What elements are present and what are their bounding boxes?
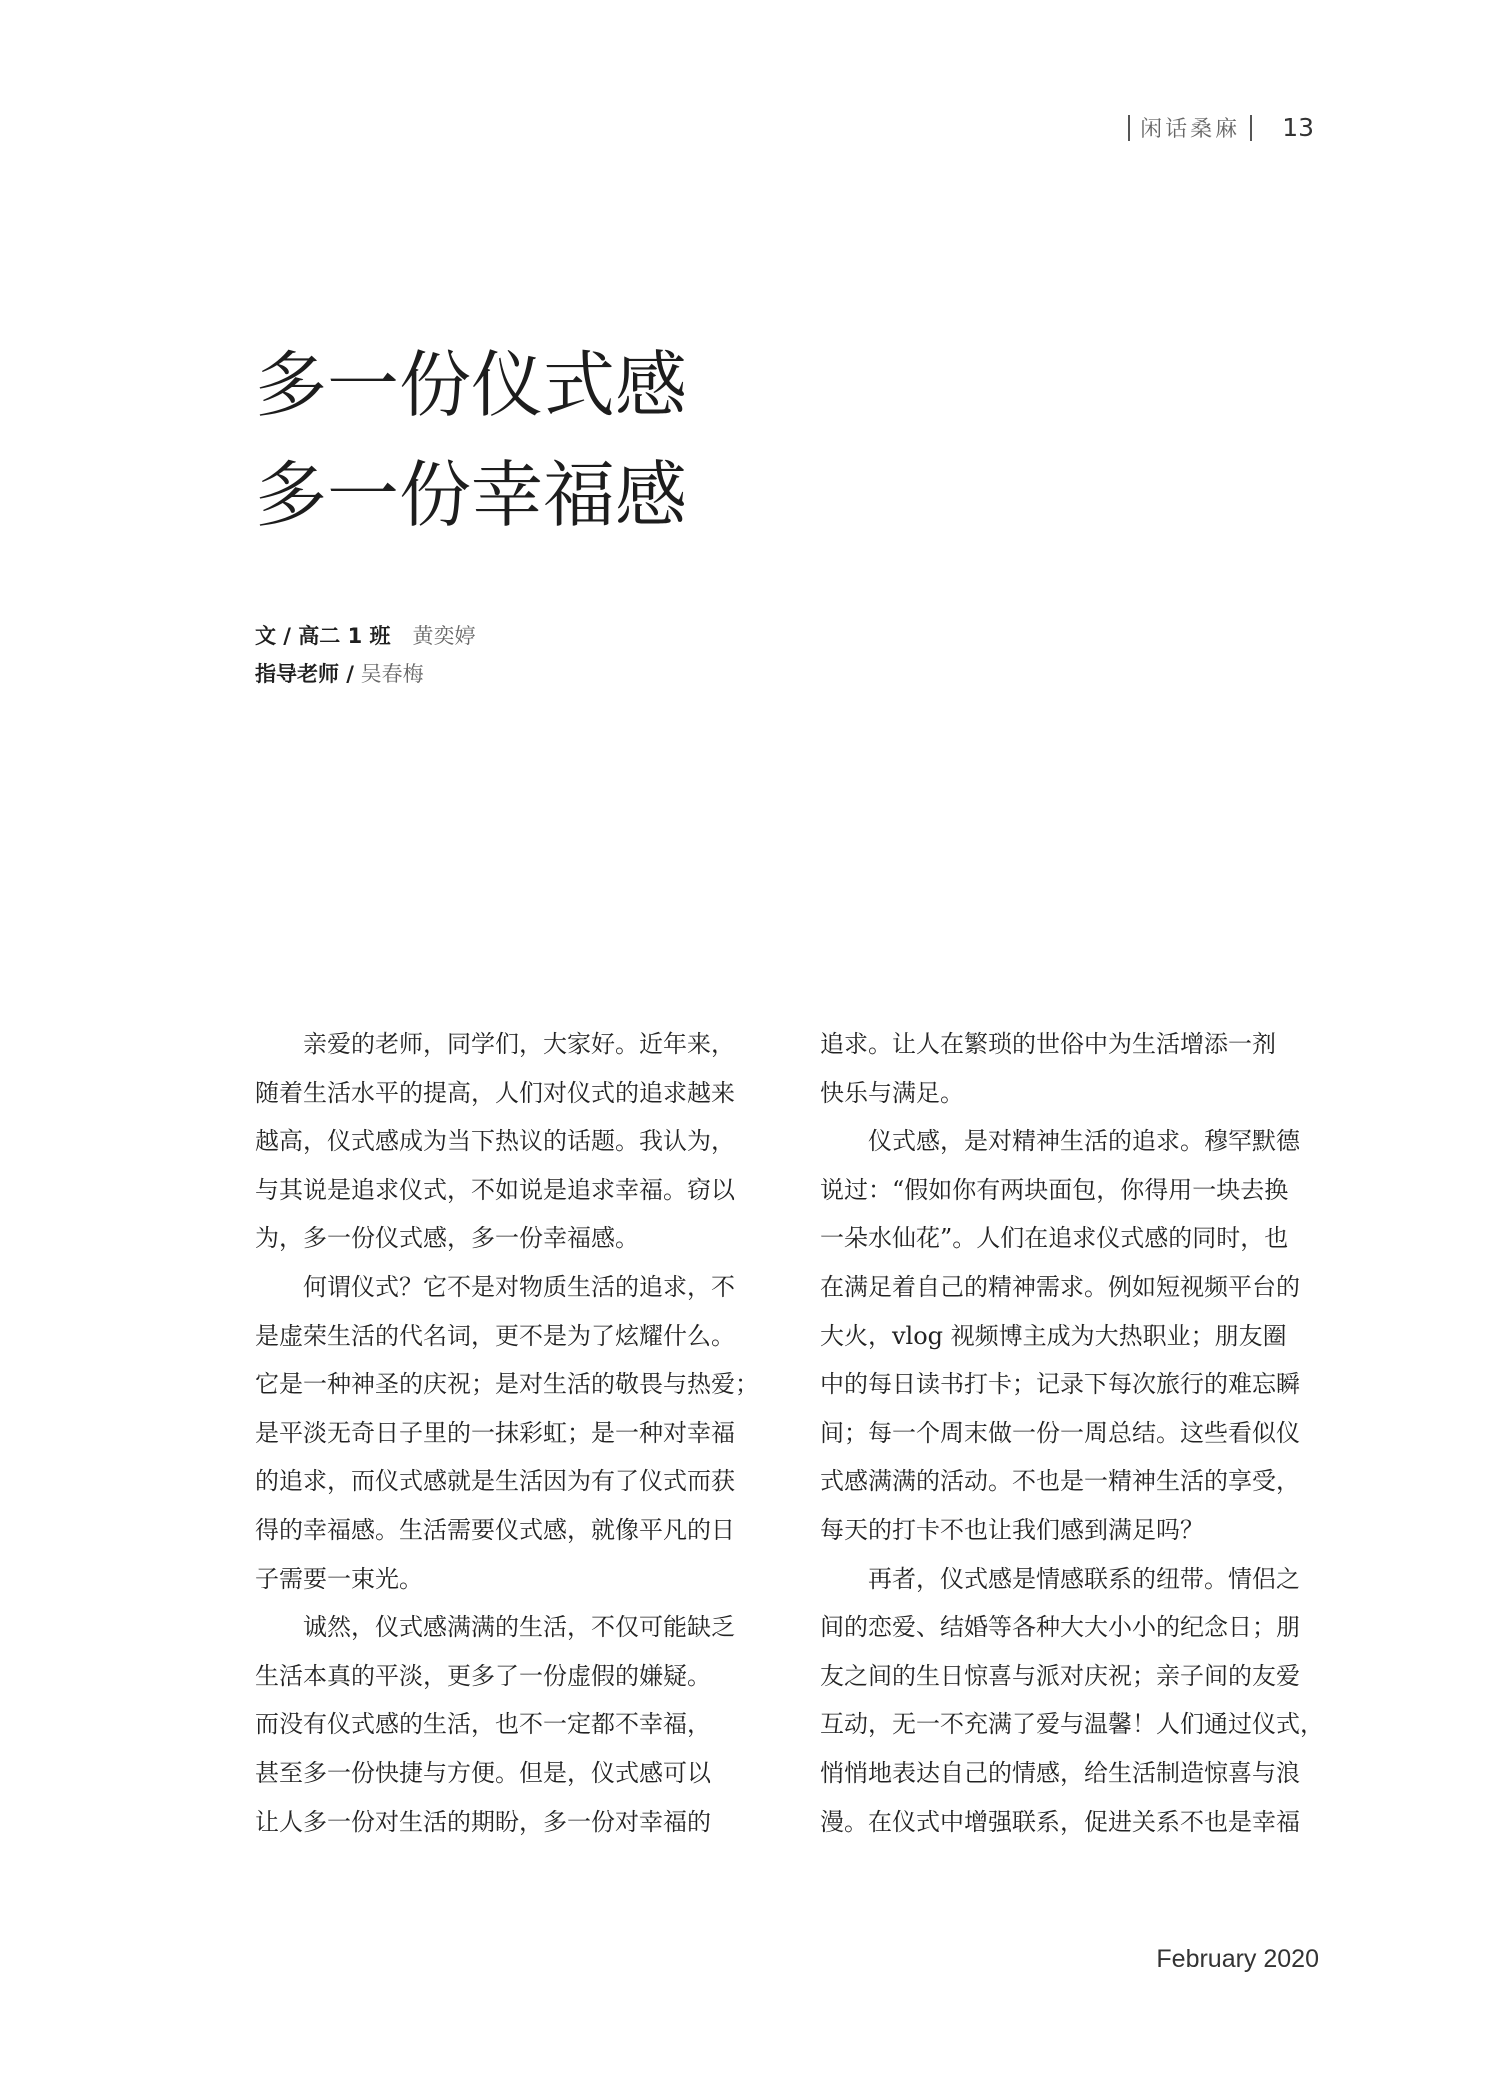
header-divider-left [1128, 115, 1130, 141]
body-line: 说过：“假如你有两块面包，你得用一块去换 [820, 1175, 1289, 1204]
byline [255, 617, 476, 693]
author-label: 文 / 高二 1 班 [255, 624, 391, 648]
body-line: 甚至多一份快捷与方便。但是，仪式感可以 [255, 1758, 711, 1787]
page-number: 13 [1282, 113, 1314, 142]
body-line: 何谓仪式？它不是对物质生活的追求，不 [255, 1272, 735, 1301]
body-line: 快乐与满足。 [820, 1078, 964, 1107]
author-name: 黄奕婷 [412, 624, 476, 648]
body-line: 仪式感，是对精神生活的追求。穆罕默德 [820, 1127, 1300, 1156]
body-line: 子需要一束光。 [255, 1564, 423, 1593]
body-line: 是虚荣生活的代名词，更不是为了炫耀什么。 [255, 1321, 735, 1350]
body-line: 漫。在仪式中增强联系，促进关系不也是幸福 [820, 1807, 1300, 1836]
author-row [255, 617, 476, 655]
body-line: 为，多一份仪式感，多一份幸福感。 [255, 1224, 639, 1253]
running-header [1128, 112, 1314, 143]
body-line: 亲爱的老师，同学们，大家好。近年来， [255, 1030, 735, 1058]
body-line: 一朵水仙花”。人们在追求仪式感的同时，也 [820, 1224, 1289, 1253]
body-line: 而没有仪式感的生活，也不一定都不幸福， [255, 1710, 711, 1739]
body-line: 中的每日读书打卡；记录下每次旅行的难忘瞬 [820, 1370, 1300, 1399]
section-name: 闲话桑麻 [1140, 117, 1241, 142]
issue-date: February 2020 [1156, 1945, 1319, 1973]
body-line: 让人多一份对生活的期盼，多一份对幸福的 [255, 1807, 711, 1836]
body-line: 大火，vlog 视频博主成为大热职业；朋友圈 [820, 1321, 1287, 1350]
body-line: 它是一种神圣的庆祝；是对生活的敬畏与热爱； [255, 1370, 759, 1399]
body-line: 诚然，仪式感满满的生活，不仅可能缺乏 [255, 1613, 735, 1642]
body-line: 生活本真的平淡，更多了一份虚假的嫌疑。 [255, 1661, 711, 1690]
body-line: 是平淡无奇日子里的一抹彩虹；是一种对幸福 [255, 1418, 735, 1447]
advisor-row [255, 655, 476, 693]
advisor-label: 指导老师 / [255, 662, 354, 686]
body-line: 悄悄地表达自己的情感，给生活制造惊喜与浪 [820, 1758, 1300, 1787]
body-column-left [255, 1020, 759, 1846]
body-line: 间；每一个周末做一份一周总结。这些看似仪 [820, 1418, 1300, 1447]
body-line: 间的恋爱、结婚等各种大大小小的纪念日；朋 [820, 1613, 1300, 1642]
body-line: 互动，无一不充满了爱与温馨！人们通过仪式， [820, 1710, 1324, 1739]
body-column-right [820, 1020, 1324, 1846]
body-line: 在满足着自己的精神需求。例如短视频平台的 [820, 1272, 1300, 1301]
article-title [255, 330, 955, 550]
header-divider-right [1250, 115, 1252, 141]
body-line: 的追求，而仪式感就是生活因为有了仪式而获 [255, 1467, 735, 1496]
body-line: 友之间的生日惊喜与派对庆祝；亲子间的友爱 [820, 1661, 1300, 1690]
body-line: 再者，仪式感是情感联系的纽带。情侣之 [820, 1564, 1300, 1593]
body-line: 得的幸福感。生活需要仪式感，就像平凡的日 [255, 1515, 735, 1544]
body-line: 式感满满的活动。不也是一精神生活的享受， [820, 1467, 1300, 1496]
title-line-2: 多一份幸福感 [255, 453, 688, 537]
body-line: 每天的打卡不也让我们感到满足吗？ [820, 1515, 1204, 1544]
body-line: 越高，仪式感成为当下热议的话题。我认为， [255, 1127, 735, 1156]
body-line: 与其说是追求仪式，不如说是追求幸福。窃以 [255, 1175, 735, 1204]
body-line: 随着生活水平的提高，人们对仪式的追求越来 [255, 1078, 735, 1107]
advisor-name: 吴春梅 [360, 662, 424, 686]
body-line: 追求。让人在繁琐的世俗中为生活增添一剂 [820, 1030, 1276, 1058]
title-line-1: 多一份仪式感 [255, 343, 688, 427]
